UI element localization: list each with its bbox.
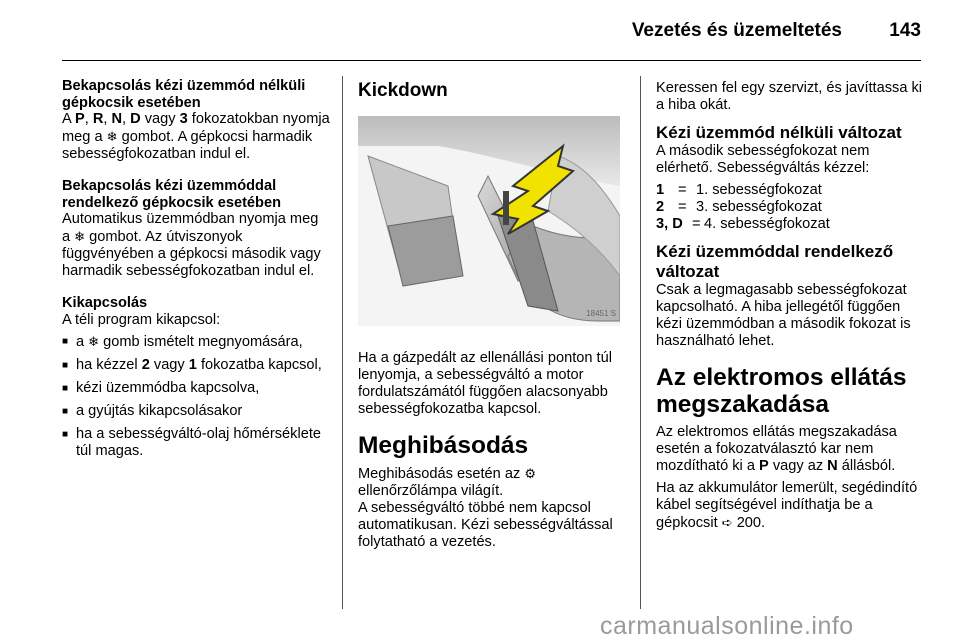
gearbox-warning-icon: ⚙: [524, 466, 536, 481]
fault-heading: Meghibásodás: [358, 432, 529, 459]
column-3: [656, 80, 924, 532]
snowflake-icon: ❄: [88, 333, 100, 349]
section-heading-with-manual: Bekapcsolás kézi üzemmóddal rendelkező gépkocsik esetében: [62, 178, 281, 211]
watermark: carmanualsonline.info: [600, 612, 854, 640]
fault-text-2: A sebességváltó többé nem kapcsol automatikusan. Kézi sebességváltással folytatható a vezetés.: [358, 500, 613, 550]
fault-text-1: Meghibásodás esetén az ⚙ ellenőrzőlámpa világít.: [358, 466, 536, 499]
kickdown-heading: Kickdown: [358, 80, 448, 101]
section-intro-off: A téli program kikapcsol:: [62, 311, 221, 328]
list-item: ■ a gyújtás kikapcsolásakor: [62, 403, 330, 420]
header-title: Vezetés és üzemeltetés: [631, 20, 842, 41]
list-item: ■ ha kézzel 2 vagy 1 fokozatba kapcsol,: [62, 357, 330, 374]
battery-text: Ha az akkumulátor lemerült, segédindító kábel segítségével indíthatja be a gépkocsit ➪ 200.: [656, 480, 918, 531]
column-1: [62, 78, 330, 466]
kickdown-illustration: [358, 116, 620, 326]
service-text: Keressen fel egy szervizt, és javíttassa ki a hiba okát.: [656, 80, 923, 113]
figure-id: 18451 S: [586, 309, 616, 318]
page-header: [0, 0, 960, 58]
off-conditions-list: [62, 333, 330, 460]
manual-variant-text: Csak a legmagasabb sebességfokozat kapcsolható. A hiba jellegétől függően kézi üzemmódban a második fokozat is használható lehet.: [656, 282, 911, 349]
list-item: ■ kézi üzemmódba kapcsolva,: [62, 380, 330, 397]
no-manual-variant-heading: Kézi üzemmód nélküli változat: [656, 123, 902, 142]
power-loss-heading: Az elektromos ellátás megszakadása: [656, 364, 907, 418]
power-loss-text: Az elektromos ellátás megszakadása esetén a fokozatválasztó kar nem mozdítható ki a P vagy az N állásból.: [656, 424, 897, 474]
column-divider-2: [640, 76, 641, 609]
gear-table: [656, 182, 924, 233]
table-row: 3, D = 4. sebességfokozat: [656, 216, 830, 232]
manual-variant-heading: Kézi üzemmóddal rendelkező változat: [656, 242, 894, 281]
arrow-ref-icon: ➪: [721, 515, 733, 530]
pedal-illustration-svg: [358, 116, 620, 326]
column-2: [358, 80, 626, 551]
header-rule: [62, 60, 921, 61]
page-number: 143: [889, 20, 921, 41]
no-manual-variant-text: A második sebességfokozat nem elérhető. Sebességváltás kézzel:: [656, 143, 870, 176]
section-heading-no-manual: Bekapcsolás kézi üzemmód nélküli gépkocsik esetében: [62, 78, 306, 111]
snowflake-icon: ❄: [74, 229, 86, 244]
section-text-no-manual: A P, R, N, D vagy 3 fokozatokban nyomja meg a ❄ gombot. A gépkocsi harmadik sebességfokozatban indul el.: [62, 111, 330, 162]
column-divider-1: [342, 76, 343, 609]
list-item: ■ a ❄ gomb ismételt megnyomására,: [62, 333, 330, 351]
section-text-with-manual: Automatikus üzemmódban nyomja meg a ❄ gombot. Az útviszonyok függvényében a gépkocsi második vagy harmadik sebességfokozatban indul el.: [62, 211, 321, 279]
table-row: 1 = 1. sebességfokozat: [656, 182, 822, 198]
kickdown-text: Ha a gázpedált az ellenállási ponton túl lenyomja, a sebességváltó a motor fordulatszámától függően alacsonyabb sebességfokozatba kapcsol.: [358, 350, 612, 417]
section-heading-off: Kikapcsolás: [62, 295, 148, 311]
snowflake-icon: ❄: [106, 129, 118, 144]
table-row: 2 = 3. sebességfokozat: [656, 199, 822, 215]
list-item: ■ ha a sebességváltó-olaj hőmérséklete túl magas.: [62, 426, 330, 460]
